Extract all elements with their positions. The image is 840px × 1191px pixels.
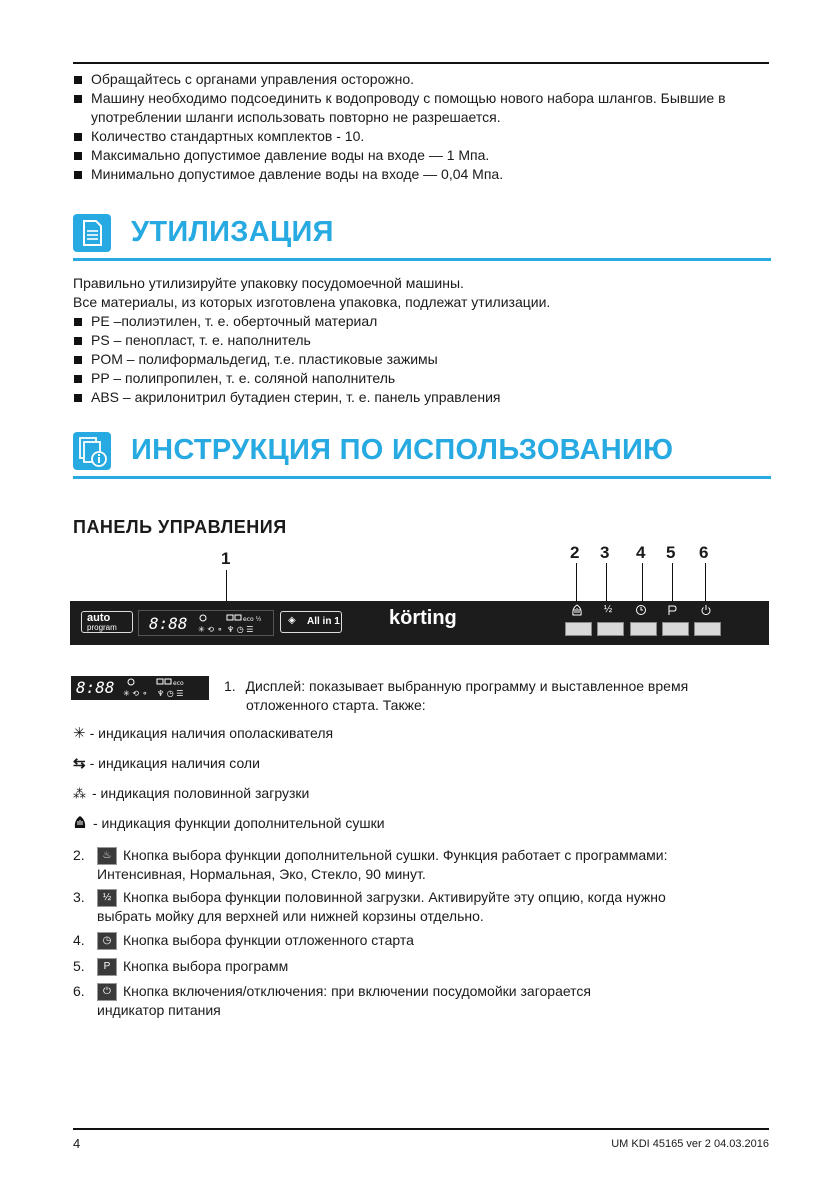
desc-line: Кнопка выбора функции дополнительной сушки. Функция работает с программами: (123, 847, 668, 863)
display-thumb-digits: 8:88 (76, 678, 115, 697)
leader-line-3 (606, 563, 607, 606)
all-in-one-text: All in 1 (307, 616, 340, 627)
svg-text:✳ ⟲ ⚬: ✳ ⟲ ⚬ (123, 689, 149, 698)
desc-line: Кнопка выбора функции отложенного старта (123, 932, 414, 948)
info-documents-icon (73, 432, 111, 470)
program-button[interactable] (662, 622, 689, 636)
disposal-intro-2: Все материалы, из которых изготовлена упаковка, подлежат утилизации. (73, 294, 551, 310)
indicator-row (73, 814, 385, 834)
half-load-icon: ½ (97, 889, 117, 907)
callout-4: 4 (636, 543, 646, 562)
indicator-row (73, 724, 333, 743)
indicator-text: - индикация наличия соли (89, 755, 260, 771)
desc-line: Кнопка включения/отключения: при включении посудомойки загорается (123, 983, 592, 999)
program-icon: P (97, 958, 117, 976)
button-desc-3 (73, 888, 773, 926)
callout-3: 3 (600, 543, 610, 562)
disposal-materials (73, 312, 773, 407)
all-in-one-label (280, 611, 342, 633)
desc-line: выбрать мойку для верхней или нижней корзины отдельно. (97, 908, 484, 925)
list-item: POM – полиформальдегид, т.е. пластиковые зажимы (73, 350, 773, 369)
half-load-button[interactable] (597, 622, 624, 636)
indicator-text: - индикация наличия ополаскивателя (89, 725, 334, 741)
section-title: ИНСТРУКЦИЯ ПО ИСПОЛЬЗОВАНИЮ (131, 434, 674, 466)
desc-line: Кнопка выбора функции половинной загрузки. Активируйте эту опцию, когда нужно (123, 889, 666, 905)
doc-reference: UM KDI 45165 ver 2 04.03.2016 (611, 1138, 769, 1150)
svg-text:✳ ⟲ ⚬: ✳ ⟲ ⚬ (198, 625, 224, 634)
delay-start-button[interactable] (630, 622, 657, 636)
desc-line: индикатор питания (97, 1002, 221, 1019)
brand-logo: körting (389, 607, 457, 629)
svg-text:♆ ◷ ☰: ♆ ◷ ☰ (227, 625, 254, 634)
list-item: Количество стандартных комплектов - 10. (73, 127, 773, 146)
button-desc-6 (73, 982, 773, 1020)
list-item: PE –полиэтилен, т. е. оберточный материал (73, 312, 773, 331)
indicator-row (73, 784, 309, 803)
display-window (138, 610, 274, 636)
top-rule (73, 62, 769, 64)
half-load-symbol: ½ (603, 604, 613, 615)
half-load-icon: ⁂ (73, 786, 86, 801)
svg-text:♆ ◷ ☰: ♆ ◷ ☰ (157, 689, 184, 698)
display-desc-line2: отложенного старта. Также: (246, 697, 426, 713)
display-digits: 8:88 (149, 614, 188, 633)
eco-label: eco (173, 680, 184, 687)
indicator-row (73, 754, 260, 773)
button-desc-5 (73, 957, 773, 976)
item-number: 1. (224, 678, 236, 694)
program-icon (662, 604, 682, 619)
page-number: 4 (73, 1136, 81, 1151)
tablet-icon: ◈ (288, 615, 296, 626)
svg-text:eco ½: eco ½ (243, 616, 262, 623)
list-item: Минимально допустимое давление воды на входе — 0,04 Мпа. (73, 165, 773, 184)
display-desc-line1: Дисплей: показывает выбранную программу и выставленное время (245, 678, 689, 694)
salt-icon: ⇆ (73, 755, 86, 772)
leader-line-2 (576, 563, 577, 606)
item-number: 3. (73, 889, 85, 905)
display-indicators-icon (195, 613, 265, 635)
clock-icon (631, 604, 651, 619)
program-text: program (87, 623, 117, 632)
list-item: Максимально допустимое давление воды на входе — 1 Мпа. (73, 146, 773, 165)
leader-line-6 (705, 563, 706, 606)
callout-1: 1 (221, 549, 231, 568)
auto-program-label (81, 611, 133, 633)
button-desc-4 (73, 931, 773, 950)
item-number: 2. (73, 847, 85, 863)
rinse-aid-icon: ✳ (73, 725, 86, 742)
display-thumb-indicators-icon (121, 677, 201, 699)
item-number: 6. (73, 983, 85, 999)
indicator-text: - индикация половинной загрузки (92, 785, 310, 801)
extra-dry-icon (567, 604, 587, 619)
section-heading-usage (73, 432, 771, 479)
callout-6: 6 (699, 543, 709, 562)
control-panel-title: ПАНЕЛЬ УПРАВЛЕНИЯ (73, 517, 287, 537)
indicator-text: - индикация функции дополнительной сушки (93, 815, 385, 831)
callout-2: 2 (570, 543, 580, 562)
display-thumbnail (71, 676, 209, 700)
item-number: 5. (73, 958, 85, 974)
display-desc (224, 677, 688, 696)
list-item: ABS – акрилонитрил бутадиен стерин, т. е. панель управления (73, 388, 773, 407)
power-icon: ⏻ (97, 983, 117, 1001)
extra-dry-icon: ♨ (97, 847, 117, 865)
power-icon (696, 604, 716, 619)
item-number: 4. (73, 932, 85, 948)
list-item: Машину необходимо подсоединить к водопроводу с помощью нового набора шлангов. Бывшие в употреблении шланги использовать повторно не разрешается. (73, 89, 773, 127)
callout-5: 5 (666, 543, 676, 562)
disposal-intro-1: Правильно утилизируйте упаковку посудомоечной машины. (73, 275, 464, 291)
extra-dry-icon (73, 815, 87, 834)
extra-dry-button[interactable] (565, 622, 592, 636)
section-title: УТИЛИЗАЦИЯ (131, 216, 334, 248)
document-icon (73, 214, 111, 252)
section-heading-disposal (73, 214, 771, 261)
clock-icon: ◷ (97, 932, 117, 950)
leader-line-5 (672, 563, 673, 606)
footer-rule (73, 1128, 769, 1130)
desc-line: Кнопка выбора программ (123, 958, 289, 974)
power-button[interactable] (694, 622, 721, 636)
auto-text: auto (87, 612, 111, 624)
safety-bullets (73, 70, 773, 184)
list-item: PP – полипропилен, т. е. соляной наполнитель (73, 369, 773, 388)
desc-line: Интенсивная, Нормальная, Эко, Стекло, 90 минут. (97, 866, 426, 883)
list-item: PS – пенопласт, т. е. наполнитель (73, 331, 773, 350)
leader-line-4 (642, 563, 643, 606)
list-item: Обращайтесь с органами управления осторожно. (73, 70, 773, 89)
button-desc-2 (73, 846, 773, 884)
